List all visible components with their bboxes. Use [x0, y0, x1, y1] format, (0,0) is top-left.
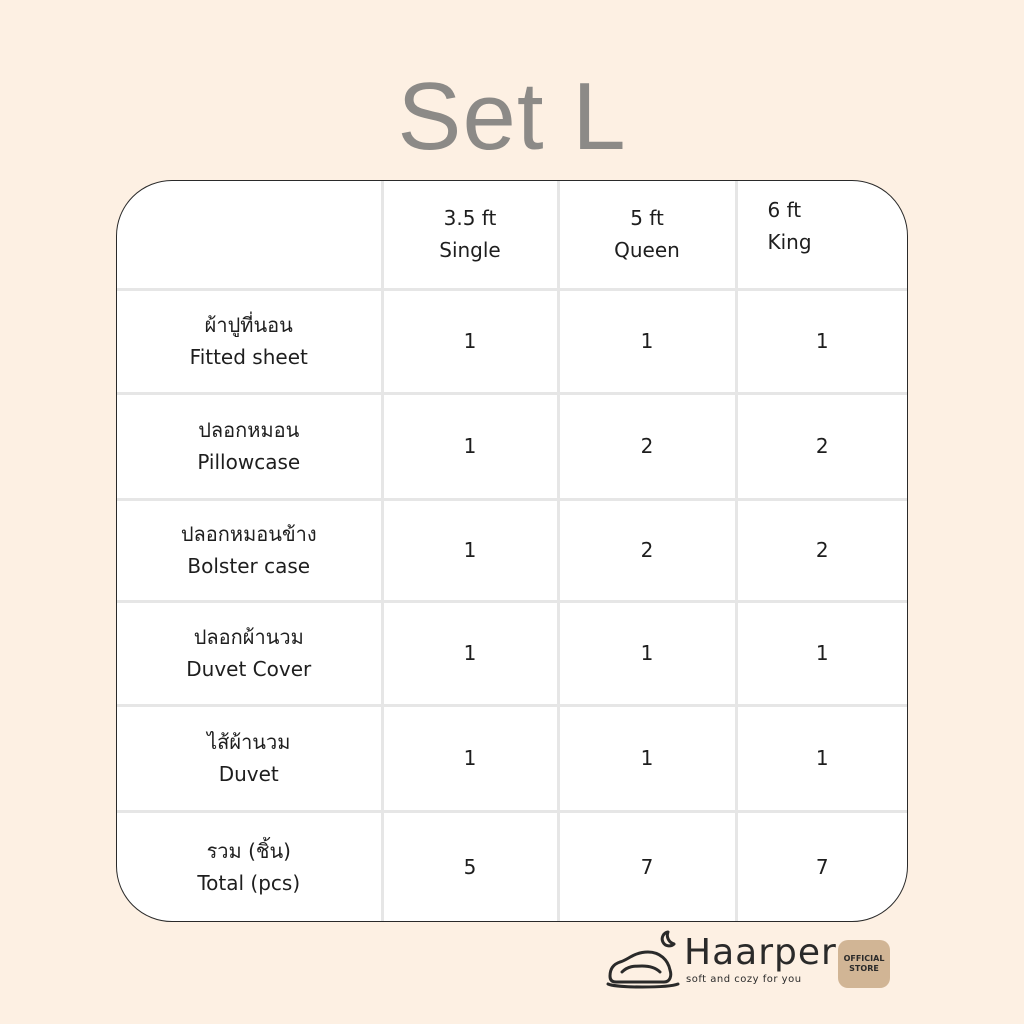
- qty-king: [736, 705, 907, 811]
- item-label: [117, 289, 382, 393]
- item-name-english: Duvet: [218, 762, 279, 786]
- badge-line-1: OFFICIAL: [843, 954, 885, 963]
- header-size: 3.5 ft: [443, 206, 497, 231]
- item-name-english: Pillowcase: [197, 450, 301, 474]
- qty-queen: [558, 499, 736, 601]
- set-contents-table: [116, 180, 908, 922]
- qty-king: [736, 499, 907, 601]
- qty-value: 1: [640, 746, 654, 770]
- qty-queen: [558, 811, 736, 921]
- qty-value: 1: [815, 641, 829, 665]
- item-name-thai: ปลอกผ้านวม: [193, 625, 304, 649]
- table-row: [117, 705, 907, 811]
- qty-single: [382, 289, 558, 393]
- header-cell-queen: [558, 181, 736, 289]
- item-name-english: Duvet Cover: [186, 657, 312, 681]
- header-name: Single: [439, 238, 501, 263]
- qty-value: 2: [640, 434, 654, 458]
- header-cell-king: [736, 181, 907, 289]
- header-name: King: [767, 230, 812, 255]
- item-label: [117, 811, 382, 921]
- badge-line-2: STORE: [849, 964, 879, 973]
- qty-value: 7: [815, 854, 829, 879]
- brand-logo: [606, 930, 896, 994]
- qty-queen: [558, 601, 736, 705]
- qty-value: 1: [463, 641, 477, 665]
- qty-value: 1: [463, 434, 477, 458]
- header-cell-empty: [117, 181, 382, 289]
- item-name-thai: รวม (ชิ้น): [206, 838, 291, 863]
- qty-value: 2: [815, 538, 829, 562]
- qty-value: 5: [463, 854, 477, 879]
- qty-value: 1: [815, 329, 829, 353]
- header-size: 6 ft: [767, 198, 802, 223]
- qty-single: [382, 393, 558, 499]
- qty-value: 2: [640, 538, 654, 562]
- qty-single: [382, 811, 558, 921]
- brand-tagline: soft and cozy for you: [686, 974, 802, 985]
- qty-value: 1: [463, 329, 477, 353]
- item-name-thai: ปลอกหมอนข้าง: [180, 522, 317, 546]
- item-name-thai: ปลอกหมอน: [198, 418, 300, 442]
- item-name-english: Fitted sheet: [189, 345, 308, 369]
- qty-king: [736, 289, 907, 393]
- qty-value: 1: [640, 329, 654, 353]
- table-row-total: [117, 811, 907, 921]
- item-label: [117, 705, 382, 811]
- item-label: [117, 393, 382, 499]
- qty-king: [736, 393, 907, 499]
- item-name-english: Total (pcs): [197, 870, 301, 895]
- qty-queen: [558, 289, 736, 393]
- table-row: [117, 601, 907, 705]
- table-row: [117, 499, 907, 601]
- qty-king: [736, 811, 907, 921]
- page-title: Set L: [397, 63, 627, 170]
- item-label: [117, 499, 382, 601]
- item-name-thai: ผ้าปูที่นอน: [204, 313, 293, 337]
- item-name-thai: ไส้ผ้านวม: [207, 730, 291, 754]
- table-row: [117, 393, 907, 499]
- qty-queen: [558, 393, 736, 499]
- qty-single: [382, 705, 558, 811]
- item-name-english: Bolster case: [187, 554, 311, 578]
- qty-value: 1: [463, 746, 477, 770]
- qty-king: [736, 601, 907, 705]
- qty-value: 1: [463, 538, 477, 562]
- qty-value: 1: [640, 641, 654, 665]
- qty-single: [382, 499, 558, 601]
- table-header-row: [117, 181, 907, 289]
- official-store-badge: [838, 940, 890, 988]
- header-cell-single: [382, 181, 558, 289]
- table-row: [117, 289, 907, 393]
- header-size: 5 ft: [630, 206, 664, 231]
- header-name: Queen: [614, 238, 680, 263]
- qty-value: 1: [815, 746, 829, 770]
- item-label: [117, 601, 382, 705]
- qty-queen: [558, 705, 736, 811]
- bed-moon-icon: [606, 930, 680, 994]
- qty-value: 7: [640, 854, 654, 879]
- qty-single: [382, 601, 558, 705]
- qty-value: 2: [815, 434, 829, 458]
- brand-name: Haarper: [684, 932, 837, 973]
